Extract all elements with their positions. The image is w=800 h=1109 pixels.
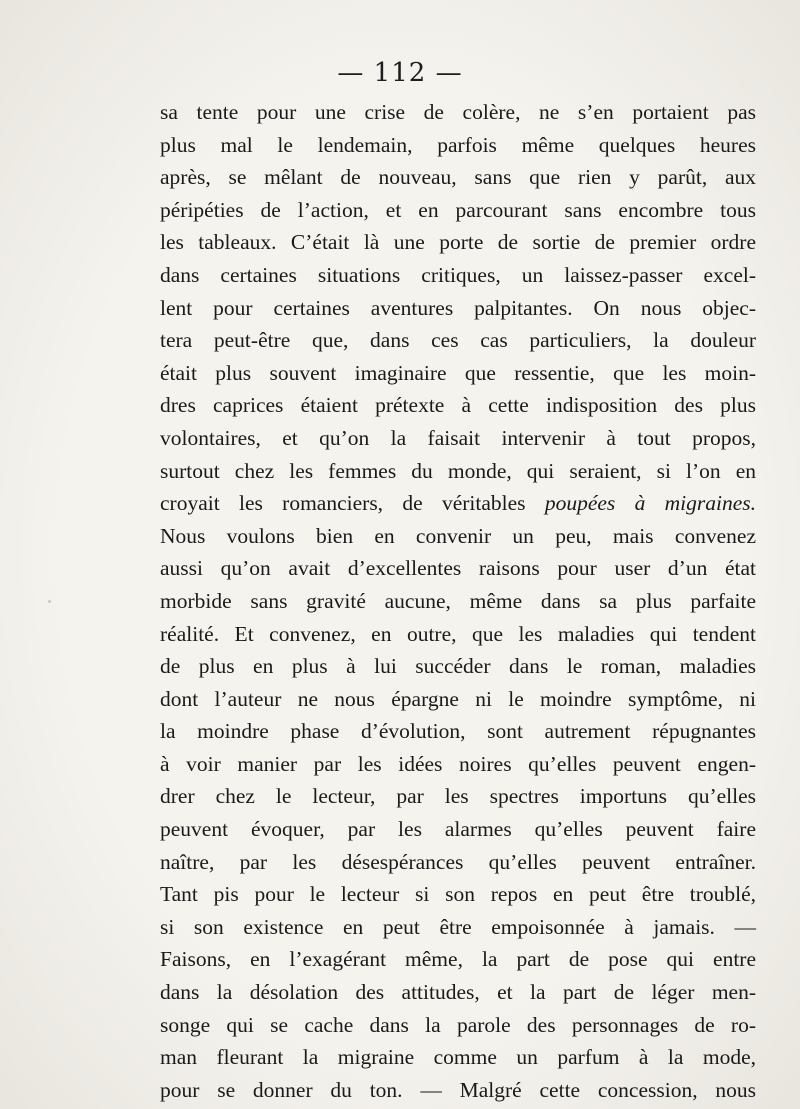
text-line-with-italic [160,487,756,520]
text-line: tera peut-être que, dans ces cas particuliers, la douleur [160,328,756,353]
text-line: dans la désolation des attitudes, et la part de léger men- [160,980,756,1005]
text-line: pour se donner du ton. — Malgré cette concession, nous [160,1077,756,1102]
text-line: man fleurant la migraine comme un parfum à la mode, [160,1045,756,1070]
text-line: réalité. Et convenez, en outre, que les maladies qui tendent [160,621,756,646]
text-line: plus mal le lendemain, parfois même quelques heures [160,132,756,157]
text-line: Faisons, en l’exagérant même, la part de pose qui entre [160,947,756,972]
paper-speck [48,600,51,603]
text-line: à voir manier par les idées noires qu’elles peuvent engen- [160,751,756,776]
text-line: drer chez le lecteur, par les spectres importuns qu’elles [160,784,756,809]
text-line: volontaires, et qu’on la faisait intervenir à tout propos, [160,425,756,450]
text-line: dres caprices étaient prétexte à cette indisposition des plus [160,393,756,418]
text-line: Nous voulons bien en convenir un peu, mais convenez [160,523,756,548]
text-line: était plus souvent imaginaire que ressentie, que les moin- [160,360,756,385]
text-line: lent pour certaines aventures palpitantes. On nous objec- [160,295,756,320]
paper-speck [742,1088,744,1090]
text-line: les tableaux. C’était là une porte de sortie de premier ordre [160,230,756,255]
body-text [160,96,756,1106]
page-number: — 112 — [337,58,463,88]
text-line: après, se mêlant de nouveau, sans que rien y parût, aux [160,165,756,190]
text-line: la moindre phase d’évolution, sont autrement répugnantes [160,719,756,744]
text-line: Tant pis pour le lecteur si son repos en peut être troublé, [160,882,756,907]
text-line: songe qui se cache dans la parole des personnages de ro- [160,1012,756,1037]
text-line: sa tente pour une crise de colère, ne s’en portaient pas [160,100,756,124]
text-line: surtout chez les femmes du monde, qui seraient, si l’on en [160,458,756,483]
text-line: de plus en plus à lui succéder dans le roman, maladies [160,654,756,679]
line-text: croyait les romanciers, de véritables [160,491,545,516]
text-line: naître, par les désespérances qu’elles peuvent entraîner. [160,849,756,874]
text-line: si son existence en peut être empoisonnée à jamais. — [160,914,756,939]
italic-phrase: poupées à migraines. [544,491,756,516]
text-line: peuvent évoquer, par les alarmes qu’elles peuvent faire [160,817,756,842]
text-line: morbide sans gravité aucune, même dans sa plus parfaite [160,588,756,613]
text-line: dans certaines situations critiques, un laissez-passer excel- [160,262,756,287]
text-line: aussi qu’on avait d’excellentes raisons pour user d’un état [160,556,756,581]
text-line: dont l’auteur ne nous épargne ni le moindre symptôme, ni [160,686,756,711]
text-line: péripéties de l’action, et en parcourant sans encombre tous [160,197,756,222]
